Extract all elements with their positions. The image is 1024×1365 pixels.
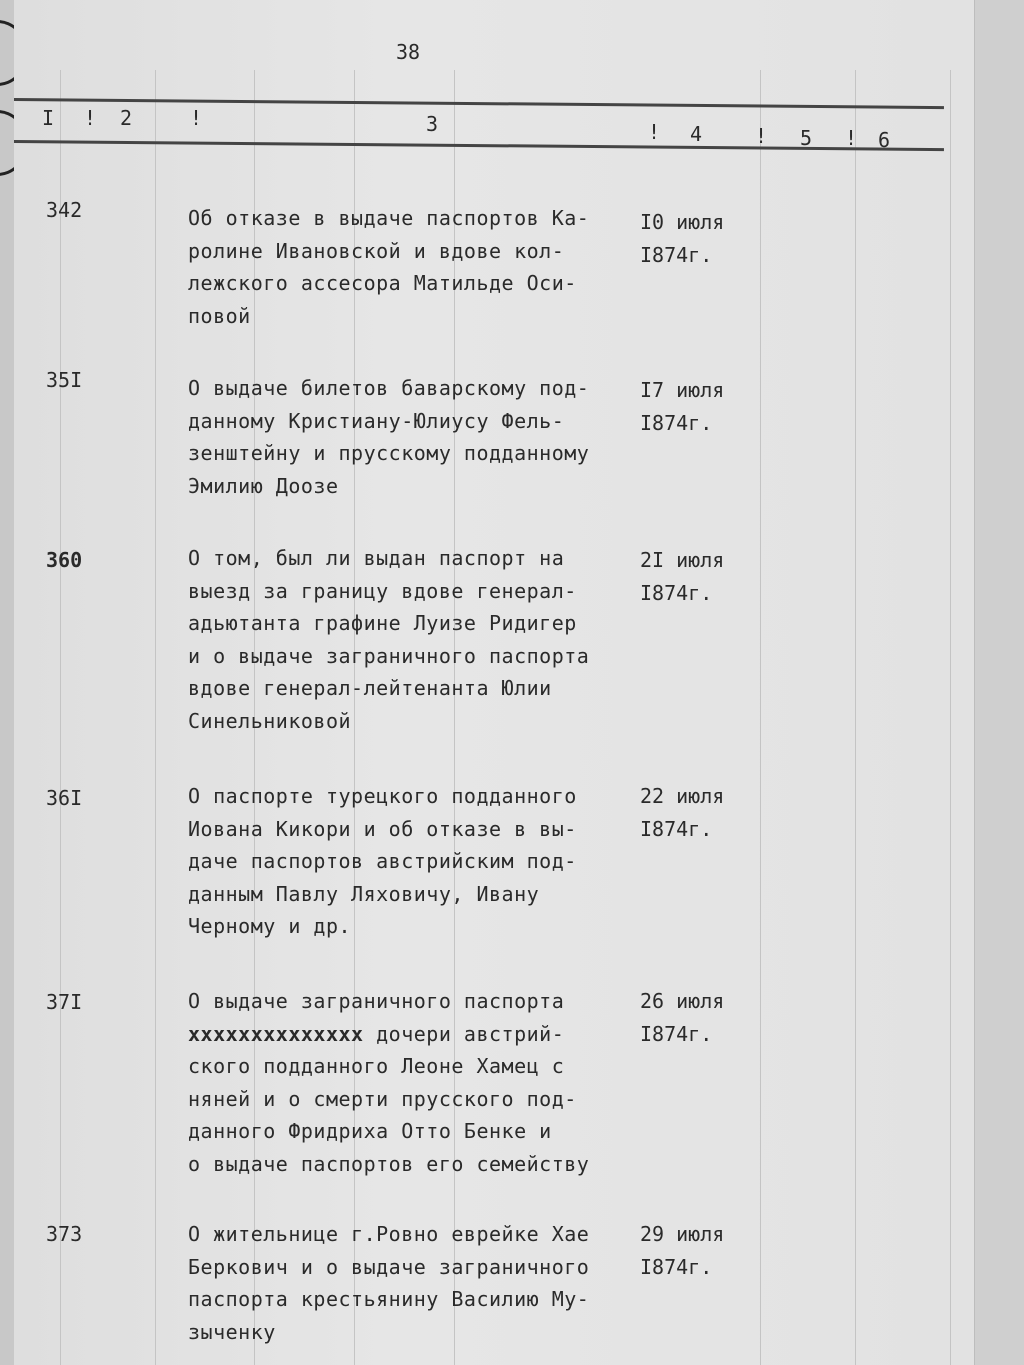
- date-day: 26 июля: [640, 989, 725, 1013]
- description-line: Черному и др.: [188, 914, 352, 938]
- header-col-6: 6: [878, 128, 891, 152]
- column-rule: [855, 70, 856, 1365]
- description-line: ролине Ивановской и вдове кол-: [188, 238, 565, 263]
- description-line: О выдаче билетов баварскому под-: [188, 376, 590, 400]
- description-line: лежского ассесора Матильде Оси-: [188, 271, 577, 295]
- description-line: ского подданного Леоне Хамец с: [188, 1054, 565, 1078]
- description-line: паспорта крестьянину Василию Му-: [188, 1287, 590, 1311]
- description-line: Эмилию Доозе: [188, 473, 339, 498]
- entry-date: [640, 780, 724, 845]
- header-col-2: 2: [120, 106, 133, 130]
- description-line: выезд за границу вдове генерал-: [188, 578, 577, 603]
- column-rule: [60, 70, 61, 1365]
- entry-number: 37I: [46, 990, 83, 1014]
- entry-number: 342: [46, 198, 83, 222]
- description-line: Об отказе в выдаче паспортов Ка-: [188, 206, 590, 230]
- entry-number: 36I: [46, 786, 83, 810]
- description-line: Синельниковой: [188, 708, 352, 733]
- column-rule: [155, 70, 156, 1365]
- struck-out-text: хххххххххххххх: [188, 1021, 364, 1046]
- date-year: I874г.: [640, 1254, 713, 1279]
- header-sep: !: [845, 126, 858, 150]
- description-line: даче паспортов австрийским под-: [188, 849, 577, 873]
- date-year: I874г.: [640, 580, 713, 605]
- entry-date: [640, 544, 724, 609]
- description-line: данным Павлу Ляховичу, Ивану: [188, 881, 540, 906]
- page-edge: [974, 0, 1024, 1365]
- date-year: I874г.: [640, 410, 713, 435]
- description-line: зенштейну и прусскому подданному: [188, 441, 590, 465]
- description-line: Беркович и о выдаче заграничного: [188, 1254, 590, 1279]
- description-line: вдове генерал-лейтенанта Юлии: [188, 676, 552, 700]
- description-line: данного Фридриха Отто Бенке и: [188, 1119, 552, 1143]
- date-day: I7 июля: [640, 378, 725, 402]
- entry-description: [188, 780, 628, 943]
- header-sep: !: [84, 106, 97, 130]
- description-line: и о выдаче заграничного паспорта: [188, 643, 590, 668]
- header-col-5: 5: [800, 126, 813, 150]
- description-line: [188, 1018, 628, 1051]
- column-rule: [950, 70, 951, 1365]
- header-sep: !: [648, 120, 661, 144]
- entry-date: [640, 985, 724, 1050]
- date-day: 29 июля: [640, 1222, 725, 1246]
- description-line: адьютанта графине Луизе Ридигер: [188, 611, 577, 635]
- entry-number: 35I: [46, 368, 83, 392]
- header-sep: !: [190, 106, 203, 130]
- date-year: I874г.: [640, 242, 713, 267]
- entry-description: [188, 372, 628, 502]
- description-line: О выдаче заграничного паспорта: [188, 989, 565, 1013]
- column-rule: [760, 70, 761, 1365]
- date-year: I874г.: [640, 816, 713, 841]
- entry-date: [640, 206, 724, 271]
- entry-date: [640, 1218, 724, 1283]
- entry-description: [188, 542, 628, 737]
- line-text: дочери австрий-: [376, 1021, 565, 1046]
- description-line: повой: [188, 303, 251, 328]
- entry-description: [188, 1218, 628, 1348]
- description-line: зыченку: [188, 1319, 276, 1344]
- header-col-1: I: [42, 106, 55, 130]
- description-line: О жительнице г.Ровно еврейке Хае: [188, 1222, 590, 1246]
- date-day: I0 июля: [640, 210, 725, 234]
- header-col-3: 3: [426, 112, 439, 136]
- entry-number: 360: [46, 548, 83, 572]
- date-day: 2I июля: [640, 548, 725, 572]
- description-line: О том, был ли выдан паспорт на: [188, 546, 565, 570]
- entry-description: [188, 202, 628, 332]
- description-line: о выдаче паспортов его семейству: [188, 1151, 590, 1176]
- date-year: I874г.: [640, 1021, 713, 1046]
- page-number: 38: [396, 40, 421, 64]
- header-col-4: 4: [690, 122, 703, 146]
- header-sep: !: [755, 124, 768, 148]
- entry-number: 373: [46, 1222, 83, 1246]
- entry-description: [188, 985, 628, 1180]
- description-line: О паспорте турецкого подданного: [188, 784, 577, 808]
- description-line: Иована Кикори и об отказе в вы-: [188, 816, 577, 841]
- date-day: 22 июля: [640, 784, 725, 808]
- description-line: данному Кристиану-Юлиусу Фель-: [188, 408, 565, 433]
- entry-date: [640, 374, 724, 439]
- description-line: няней и о смерти прусского под-: [188, 1086, 577, 1111]
